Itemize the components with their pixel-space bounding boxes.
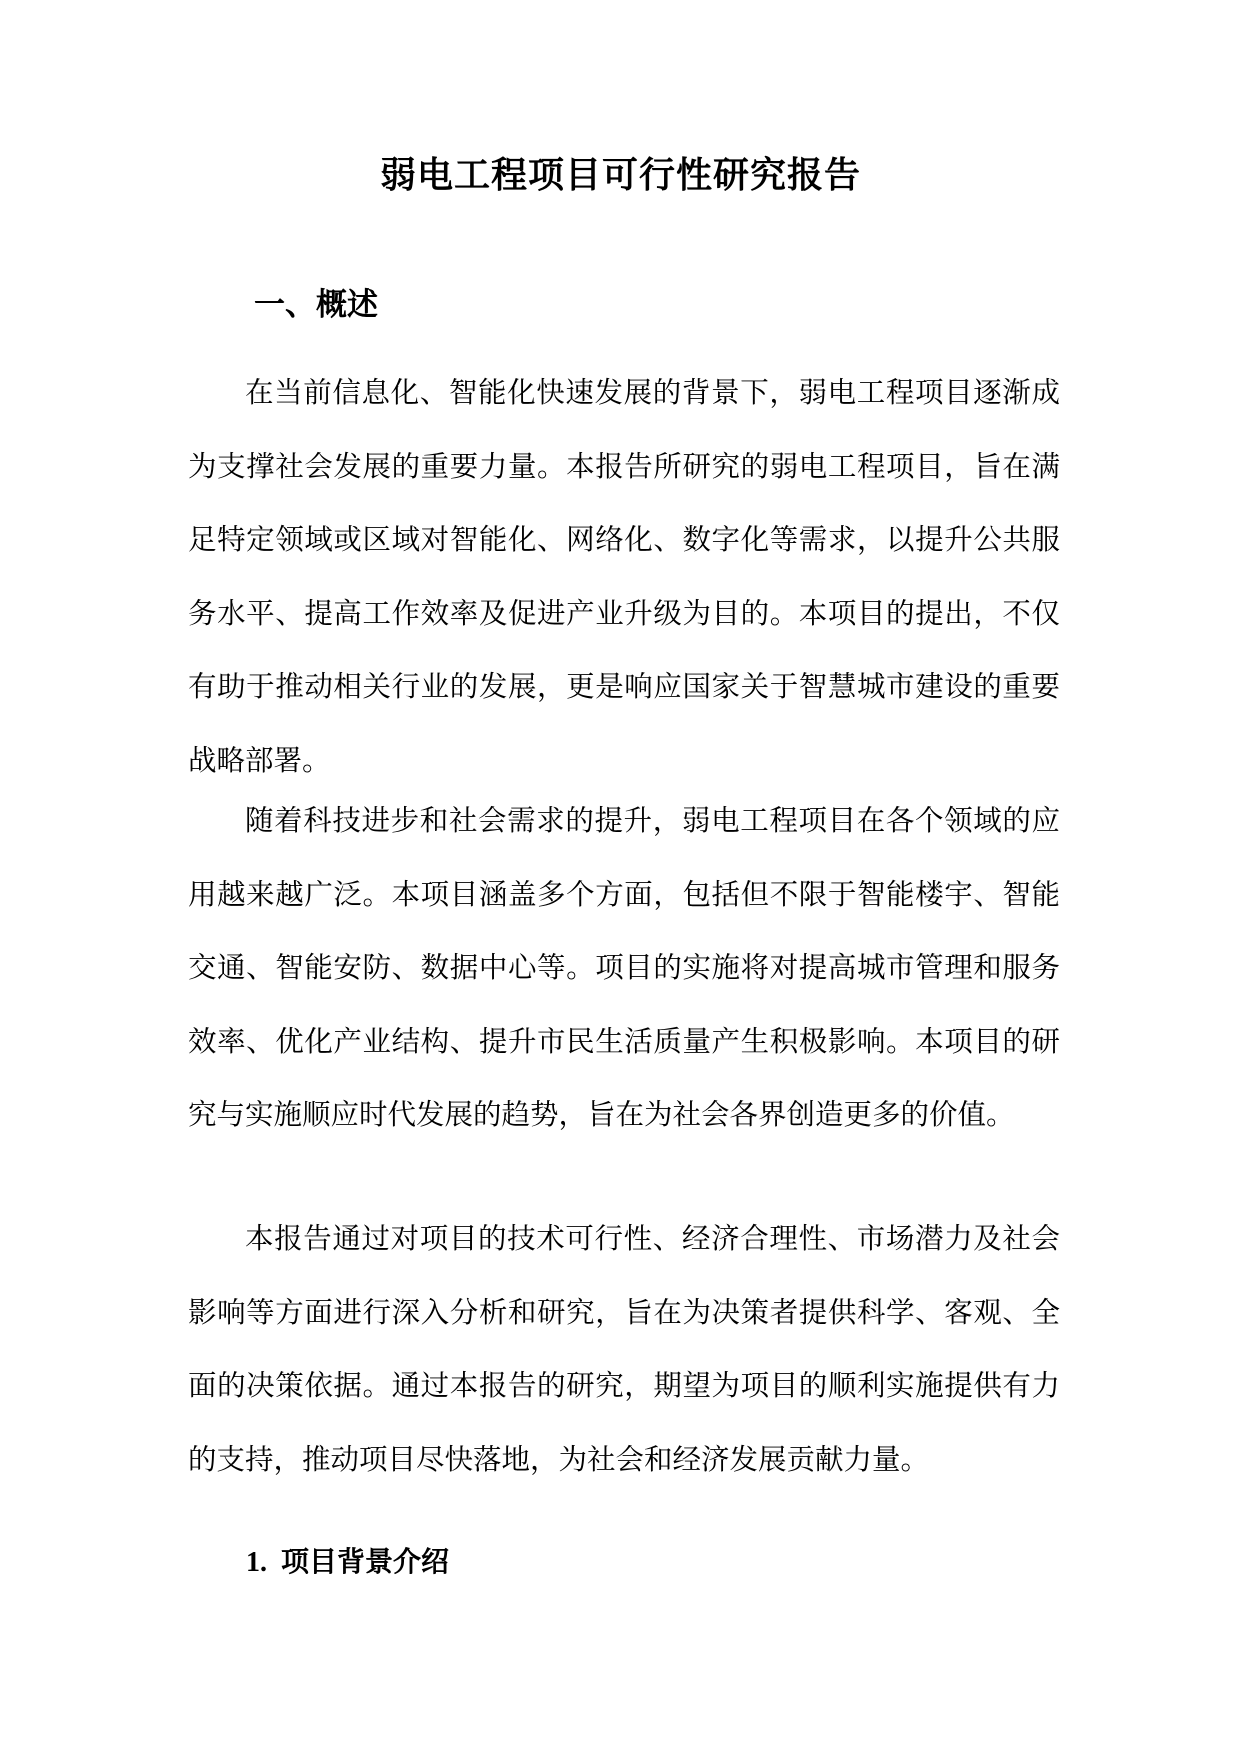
subsection-number: 1.: [246, 1547, 267, 1578]
subsection-heading: [246, 1540, 449, 1585]
subsection-title: 项目背景介绍: [281, 1545, 450, 1578]
section-heading-overview: 一、概述: [254, 287, 378, 323]
paragraph-2: 随着科技进步和社会需求的提升，弱电工程项目在各个领域的应用越来越广泛。本项目涵盖多个方面，包括但不限于智能楼宇、智能交通、智能安防、数据中心等。项目的实施将对提高城市管理和服务效率、优化产业结构、提升市民生活质量产生积极影响。本项目的研究与实施顺应时代发展的趋势，旨在为社会各界创造更多的价值。: [188, 804, 1060, 1131]
paragraph-1: 在当前信息化、智能化快速发展的背景下，弱电工程项目逐渐成为支撑社会发展的重要力量。本报告所研究的弱电工程项目，旨在满足特定领域或区域对智能化、网络化、数字化等需求，以提升公共服务水平、提高工作效率及促进产业升级为目的。本项目的提出，不仅有助于推动相关行业的发展，更是响应国家关于智慧城市建设的重要战略部署。: [188, 376, 1060, 777]
paragraph-3: 本报告通过对项目的技术可行性、经济合理性、市场潜力及社会影响等方面进行深入分析和研究，旨在为决策者提供科学、客观、全面的决策依据。通过本报告的研究，期望为项目的顺利实施提供有力的支持，推动项目尽快落地，为社会和经济发展贡献力量。: [188, 1222, 1060, 1476]
document-title: 弱电工程项目可行性研究报告: [379, 154, 861, 196]
